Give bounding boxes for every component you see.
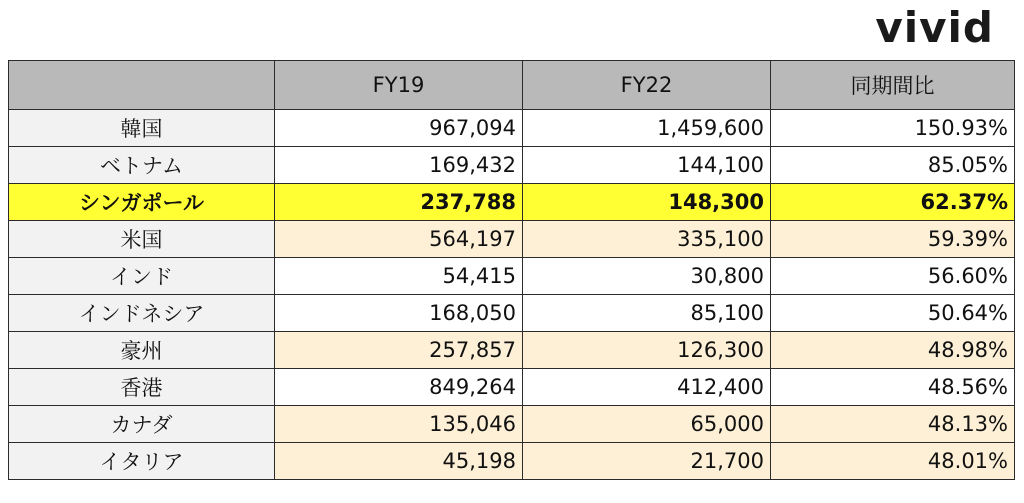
fy19-cell: 45,198 xyxy=(275,443,523,480)
fy22-cell: 21,700 xyxy=(523,443,771,480)
fy22-cell: 30,800 xyxy=(523,258,771,295)
fy19-cell: 169,432 xyxy=(275,147,523,184)
fy22-cell: 144,100 xyxy=(523,147,771,184)
header-cell-fy19: FY19 xyxy=(275,61,523,110)
ratio-cell: 48.01% xyxy=(771,443,1015,480)
header-cell-fy22: FY22 xyxy=(523,61,771,110)
fy22-cell: 65,000 xyxy=(523,406,771,443)
country-cell: 豪州 xyxy=(9,332,275,369)
fy19-cell: 168,050 xyxy=(275,295,523,332)
country-cell: 香港 xyxy=(9,369,275,406)
ratio-cell: 48.13% xyxy=(771,406,1015,443)
country-cell: カナダ xyxy=(9,406,275,443)
fy19-cell: 54,415 xyxy=(275,258,523,295)
country-cell: シンガポール xyxy=(9,184,275,221)
fy19-cell: 257,857 xyxy=(275,332,523,369)
fy22-cell: 126,300 xyxy=(523,332,771,369)
country-cell: インド xyxy=(9,258,275,295)
ratio-cell: 56.60% xyxy=(771,258,1015,295)
country-cell: 韓国 xyxy=(9,110,275,147)
vivid-logo: vivid xyxy=(875,3,994,52)
table-row xyxy=(9,147,1015,184)
table-row xyxy=(9,406,1015,443)
fy22-cell: 85,100 xyxy=(523,295,771,332)
ratio-cell: 85.05% xyxy=(771,147,1015,184)
fy22-cell: 148,300 xyxy=(523,184,771,221)
fy19-cell: 564,197 xyxy=(275,221,523,258)
table-row xyxy=(9,221,1015,258)
header-row xyxy=(9,61,1015,110)
ratio-cell: 48.98% xyxy=(771,332,1015,369)
country-cell: インドネシア xyxy=(9,295,275,332)
fy22-cell: 1,459,600 xyxy=(523,110,771,147)
table-row xyxy=(9,443,1015,480)
table-row xyxy=(9,258,1015,295)
ratio-cell: 150.93% xyxy=(771,110,1015,147)
ratio-cell: 59.39% xyxy=(771,221,1015,258)
fy19-cell: 237,788 xyxy=(275,184,523,221)
fy22-cell: 412,400 xyxy=(523,369,771,406)
header-cell-country xyxy=(9,61,275,110)
table-row xyxy=(9,184,1015,221)
table-row xyxy=(9,332,1015,369)
fy19-cell: 135,046 xyxy=(275,406,523,443)
table-row xyxy=(9,110,1015,147)
country-comparison-table xyxy=(8,60,1015,480)
country-cell: ベトナム xyxy=(9,147,275,184)
country-cell: 米国 xyxy=(9,221,275,258)
ratio-cell: 62.37% xyxy=(771,184,1015,221)
fy19-cell: 967,094 xyxy=(275,110,523,147)
header-cell-ratio: 同期間比 xyxy=(771,61,1015,110)
table-row xyxy=(9,369,1015,406)
fy19-cell: 849,264 xyxy=(275,369,523,406)
table-row xyxy=(9,295,1015,332)
ratio-cell: 50.64% xyxy=(771,295,1015,332)
fy22-cell: 335,100 xyxy=(523,221,771,258)
country-cell: イタリア xyxy=(9,443,275,480)
ratio-cell: 48.56% xyxy=(771,369,1015,406)
